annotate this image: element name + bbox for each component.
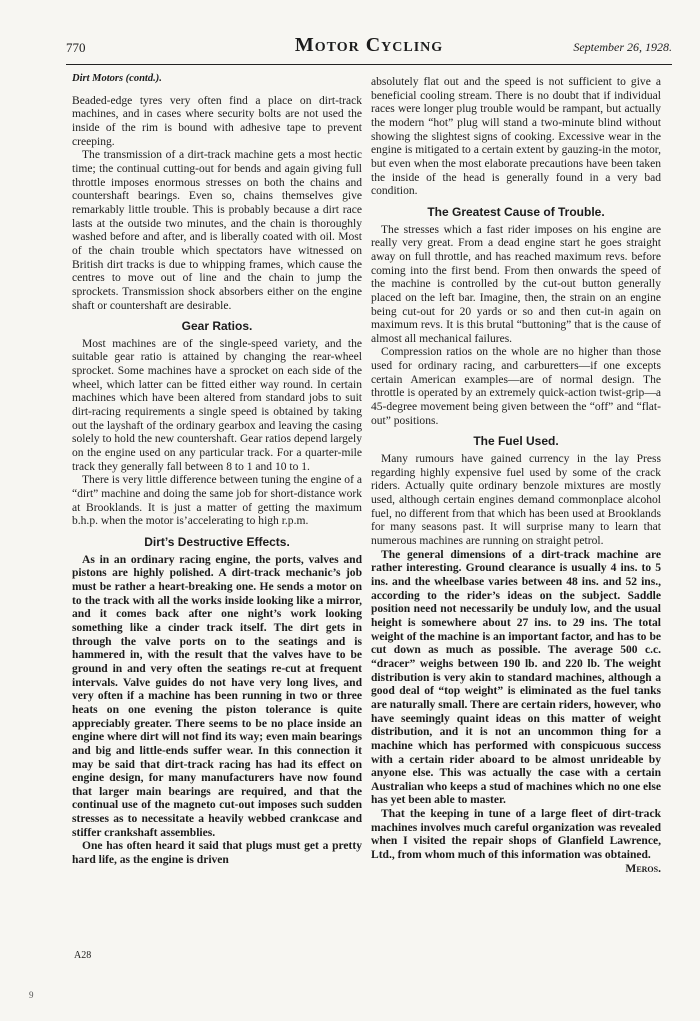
author-signature: Meros. bbox=[625, 862, 661, 875]
paragraph-final bbox=[371, 808, 661, 875]
paragraph: There is very little difference between tuning the engine of a “dirt” machine and doing the same job for short-distance work at Brooklands. It is just a matter of getting the maximum b.h.p. when the motor is’accelerating to high r.p.m. bbox=[72, 474, 362, 528]
masthead-title: Motor Cycling bbox=[294, 34, 444, 56]
paragraph: Most machines are of the single-speed variety, and the suitable gear ratio is attained by changing the rear-wheel sprocket. Some machines have a sprocket on each side of the wheel, which latter can be fitted either way round. In certain machines which have been altered from standard jobs to suit dirt-racing requirements a single speed is obtained by taking out the layshaft of the ordinary gearbox and leaving the casing solely to hold the new countershaft. Gear ratios depend largely on the engine used on any particular track. For a quarter-mile track they generally fall between 8 to 1 and 10 to 1. bbox=[72, 337, 362, 473]
section-heading-fuel-used: The Fuel Used. bbox=[473, 434, 559, 449]
right-column bbox=[371, 76, 661, 876]
section-heading-greatest-cause: The Greatest Cause of Trouble. bbox=[427, 204, 605, 219]
paragraph: The stresses which a fast rider imposes on his engine are really very great. From a dead engine start he goes straight away on full throttle, and has reached maximum revs. before coming into the first bend. From then onwards the speed of the machine is controlled by the cut-out button generally placed on the left bar. Imagine, then, the strain on an engine being cut-out for 20 yards or so and then cut-in again on maximum revs. It is this brutal “buttoning” that is the cause of almost all mechanical failures. bbox=[371, 223, 661, 345]
margin-mark: 9 bbox=[29, 990, 34, 1000]
paragraph: Beaded-edge tyres very often find a place on dirt-track machines, and in cases where security bolts are not used the inside of the rim is bound with adhesive tape to prevent creeping. bbox=[72, 94, 362, 148]
left-column bbox=[72, 72, 362, 868]
paragraph: The general dimensions of a dirt-track machine are rather interesting. Ground clearance is usually 4 ins. to 5 ins. and the wheelbase varies between 48 ins. and 52 ins., according to the rider’s ideas on the subject. Saddle position need not necessarily be unduly low, and the usual height is somewhere about 27 ins. to 29 ins. The total weight of the machine is an important factor, and has to be cut down as much as possible. The average 500 c.c. “dracer” weighs between 190 lb. and 220 lb. The weight distribution is very akin to standard machines, although a good deal of “top weight” is eliminated as the fuel tanks are naturally small. There are certain riders, however, who have seemingly quaint ideas on this matter of weight distribution, and it is not an uncommon thing for a machine which has performed with conspicuous success with a certain rider aboard to be almost unrideable by anyone else. This was actually the case with a certain Australian who keeps a stud of machines which no one else has yet been able to master. bbox=[371, 548, 661, 807]
issue-date: September 26, 1928. bbox=[573, 40, 672, 54]
paragraph: One has often heard it said that plugs must get a pretty hard life, as the engine is driven bbox=[72, 840, 362, 867]
paragraph: absolutely flat out and the speed is not sufficient to give a beneficial cooling stream. There is no doubt that if individual races were longer plug trouble would be rampant, but actually the modern “hot” plug will stand a two-minute blind without showing the slightest signs of cooking. Excessive wear in the engine is mitigated to a certain extent by gauzing-in the motor, but even when the most elaborate precautions have been taken the inside of the head is generally found in a very bad condition. bbox=[371, 76, 661, 198]
paragraph: Many rumours have gained currency in the lay Press regarding highly expensive fuel used by some of the crack riders. Actually quite ordinary benzole mixtures are mostly used, although certain engines demand commonplace alcohol fuel, no different from that which has been used at Brooklands for many seasons past. It will surprise many to learn that numerous machines are running on straight petrol. bbox=[371, 453, 661, 547]
paragraph: As in an ordinary racing engine, the ports, valves and pistons are highly polished. A dirt-track mechanic’s job must be rather a heart-breaking one. He sends a motor on to the track with all the works inside looking like a mirror, and it comes back after one night’s work looking something like a cinder track itself. The dirt gets in through the valve ports on to the seatings and is hammered in, with the result that the valves have to be ground in and very often the seatings re-cut at frequent intervals. Valve guides do not have very long lives, and very often if a machine has been running in two or three heats on one evening the piston tolerance is quite appreciably greater. There seems to be no place inside an engine where dirt will not find its way; even main bearings and big and little-ends suffer wear. In this connection it may be said that dirt-track racing has had its effect on engine design, for many manufacturers have now found that larger main bearings are required, and that the continual use of the magneto cut-out imposes such sudden stresses as to necessitate a heavily webbed crankcase and stiffer crankshaft assemblies. bbox=[72, 553, 362, 839]
page-code: A28 bbox=[74, 950, 92, 961]
section-heading-destructive-effects: Dirt’s Destructive Effects. bbox=[144, 535, 290, 549]
page-header bbox=[66, 30, 672, 65]
paragraph: The transmission of a dirt-track machine gets a most hectic time; the continual cutting-out for bends and again giving full throttle imposes enormous stresses on both the chains and countershaft bearings. Even so, chains themselves give remarkably little trouble. This is probably because a dirt race lasts at the outside two minutes, and the chain is thoroughly washed before and after, and is liberally coated with oil. Most of the chain trouble which spectators have witnessed on British dirt tracks is due to whipping frames, which cause the centres to move out of line and the chain to jump the sprockets. Transmission shock absorbers either on the engine shaft or countershaft are desirable. bbox=[72, 149, 362, 312]
paragraph: Compression ratios on the whole are no higher than those used for ordinary racing, and carburetters—if one excepts certain American examples—are of normal design. The throttle is operated by an extremely quick-action twist-grip—a 45-degree movement being given between the “off” and “flat-out” positions. bbox=[371, 346, 661, 427]
section-heading-gear-ratios: Gear Ratios. bbox=[181, 319, 253, 334]
paragraph-text: That the keeping in tune of a large fleet of dirt-track machines involves much careful organization was revealed when I visited the repair shops of Glanfield Lawrence, Ltd., from whom much of this information was obtained. bbox=[371, 808, 661, 862]
continued-title: Dirt Motors (contd.). bbox=[72, 73, 162, 84]
page-number: 770 bbox=[66, 40, 86, 55]
